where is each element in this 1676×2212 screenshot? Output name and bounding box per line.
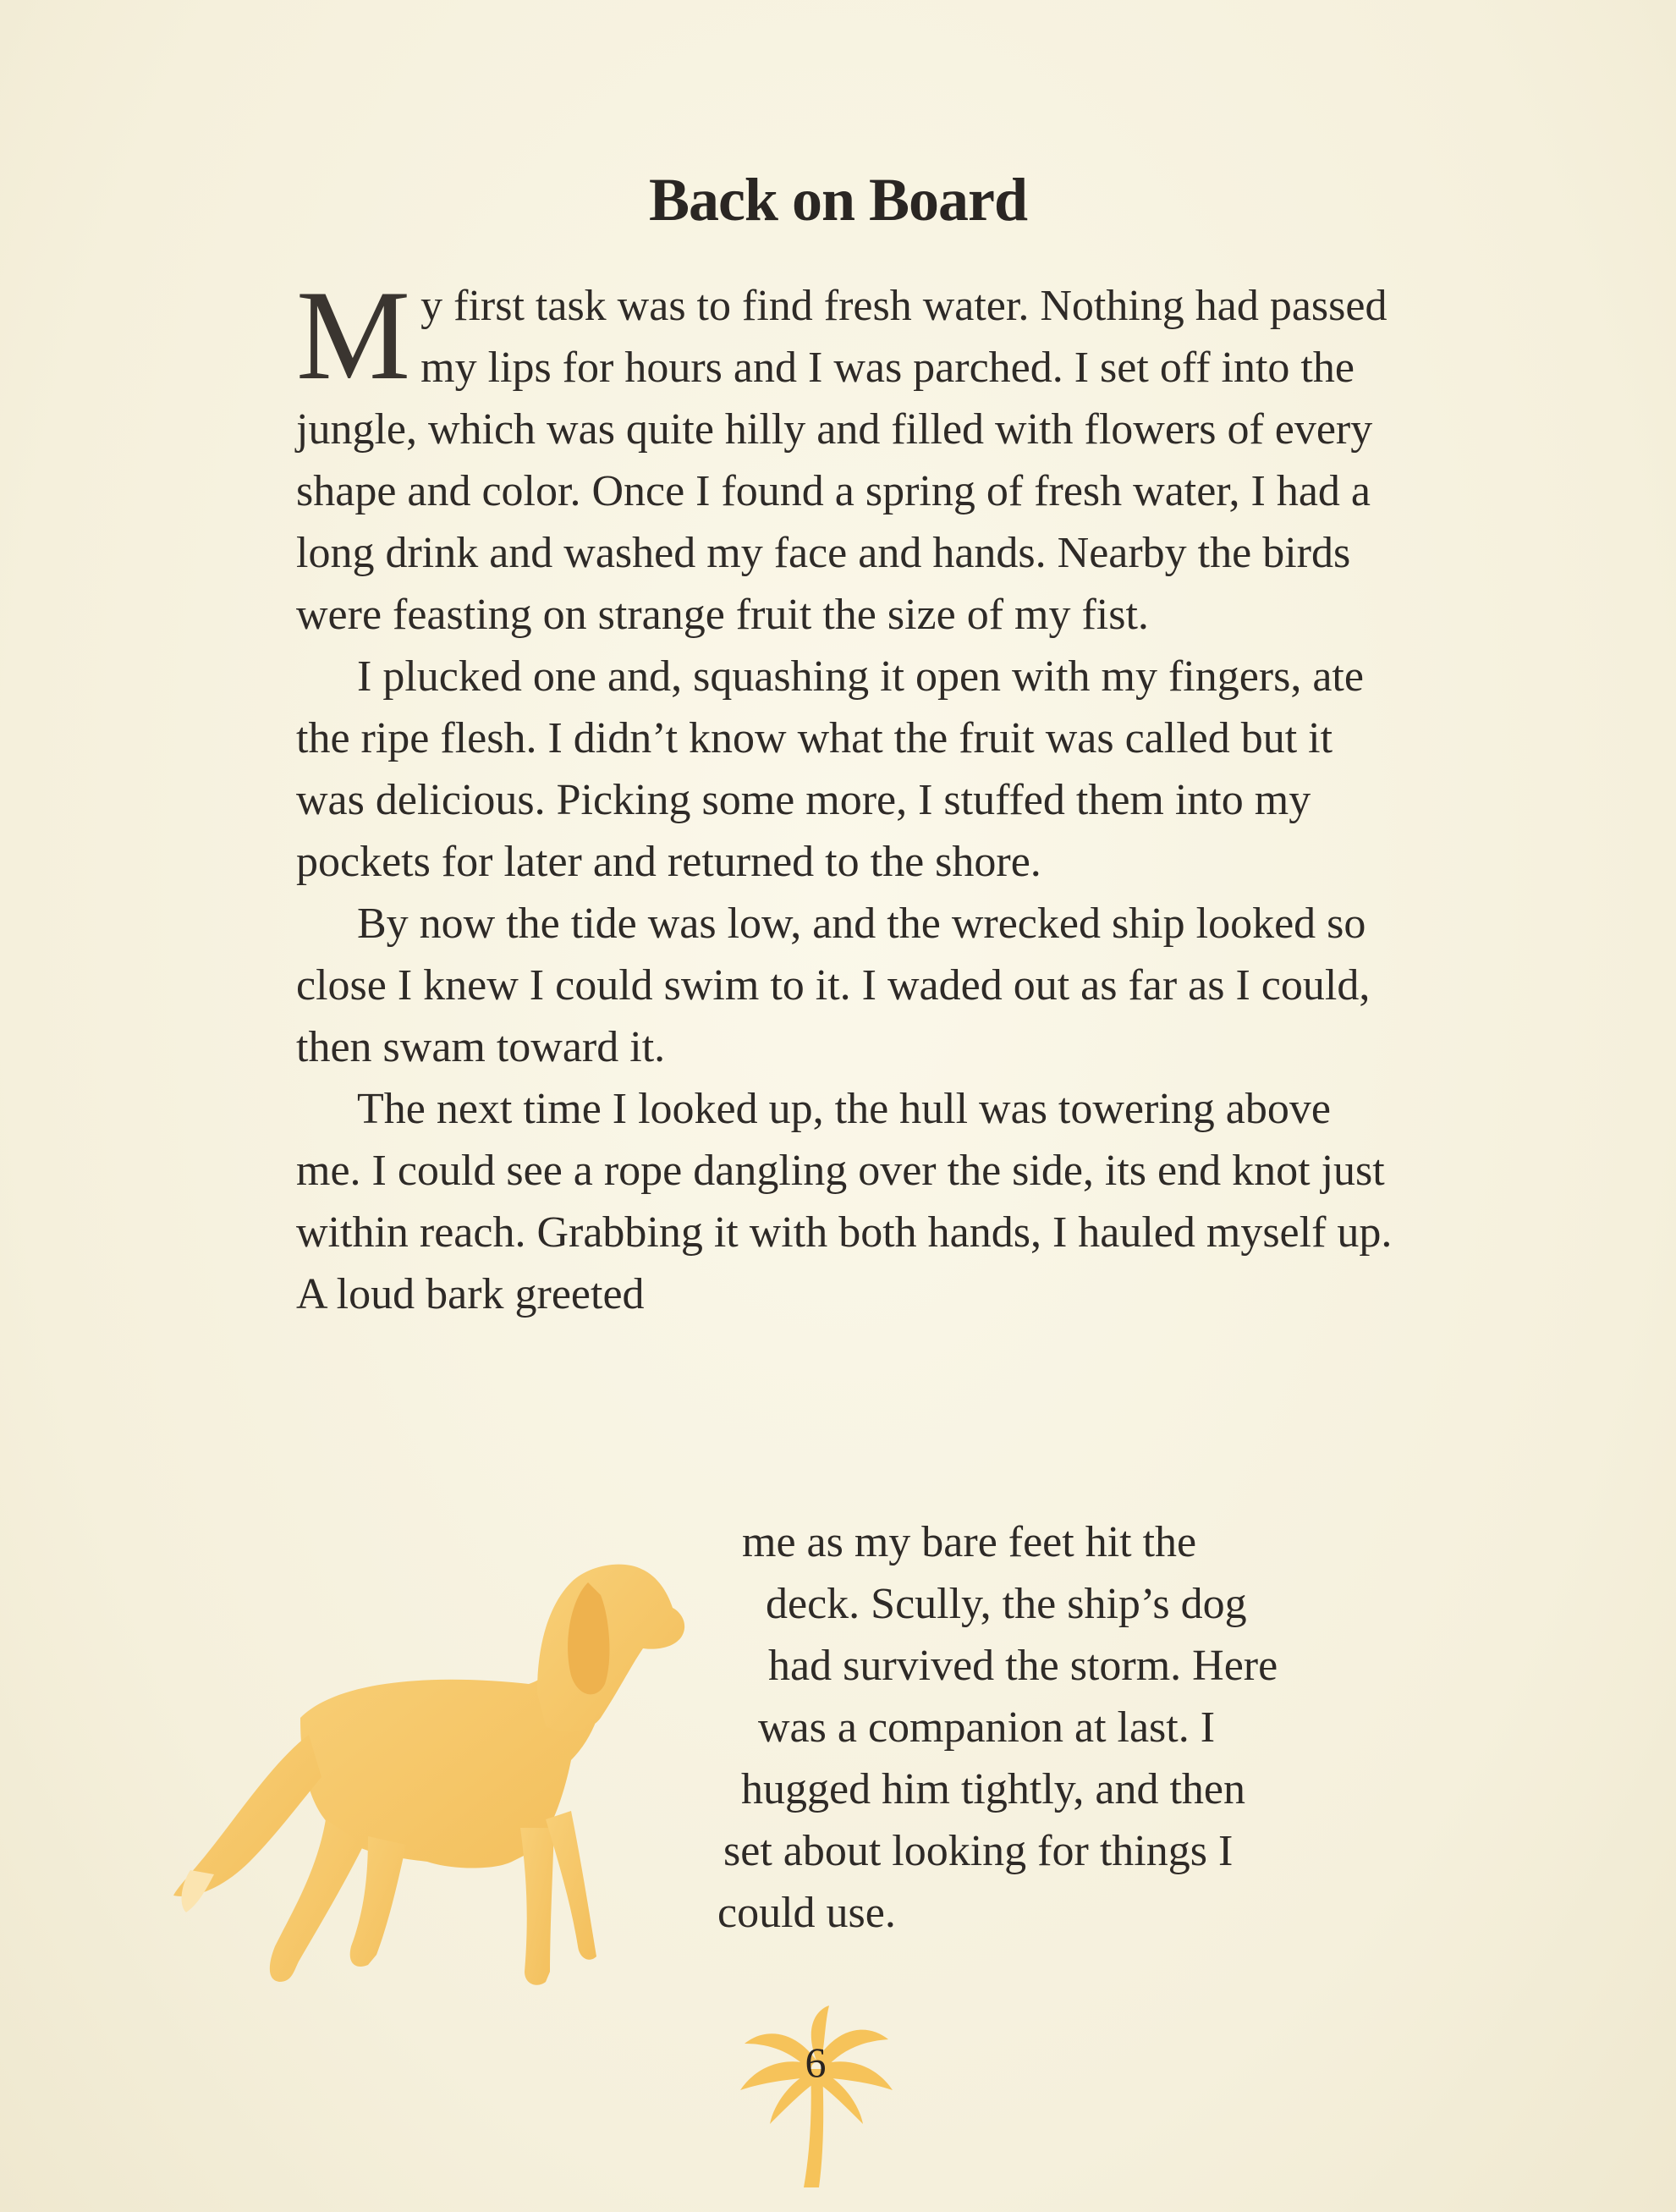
paragraph-2: I plucked one and, squashing it open with my fingers, ate the ripe flesh. I didn’t know what the fruit was called but it was delicious. Picking some more, I stuffed them into my pockets for later and returned to the shore.: [296, 652, 1364, 886]
paragraph-1: [296, 264, 1396, 646]
page-number: 6: [805, 2039, 827, 2086]
wrapped-text-block: me as my bare feet hit the deck. Scully, the ship’s dog had survived the storm. Here was a companion at last. I hugged him tightly, and then set about looking for things I could use.: [717, 1518, 1278, 1937]
dog-illustration: [173, 1549, 715, 2031]
drop-cap: M: [296, 264, 411, 406]
story-text: [296, 264, 1396, 1325]
paragraph-1-text: y first task was to find fresh water. Nothing had passed my lips for hours and I was parched. I set off into the jungle, which was quite hilly and filled with flowers of every shape and color. Once I found a spring of fresh water, I had a long drink and washed my face and hands. Nearby the birds were feasting on strange fruit the size of my fist.: [296, 282, 1388, 639]
paragraph-3: By now the tide was low, and the wrecked ship looked so close I knew I could swim to it. I waded out as far as I could, then swam toward it.: [296, 900, 1371, 1071]
page-title: Back on Board: [648, 166, 1028, 234]
palm-tree-icon: [736, 2006, 897, 2187]
paragraph-4: The next time I looked up, the hull was towering above me. I could see a rope dangling over the side, its end knot just within reach. Grabbing it with both hands, I hauled myself up. A loud bark greeted: [296, 1085, 1393, 1318]
